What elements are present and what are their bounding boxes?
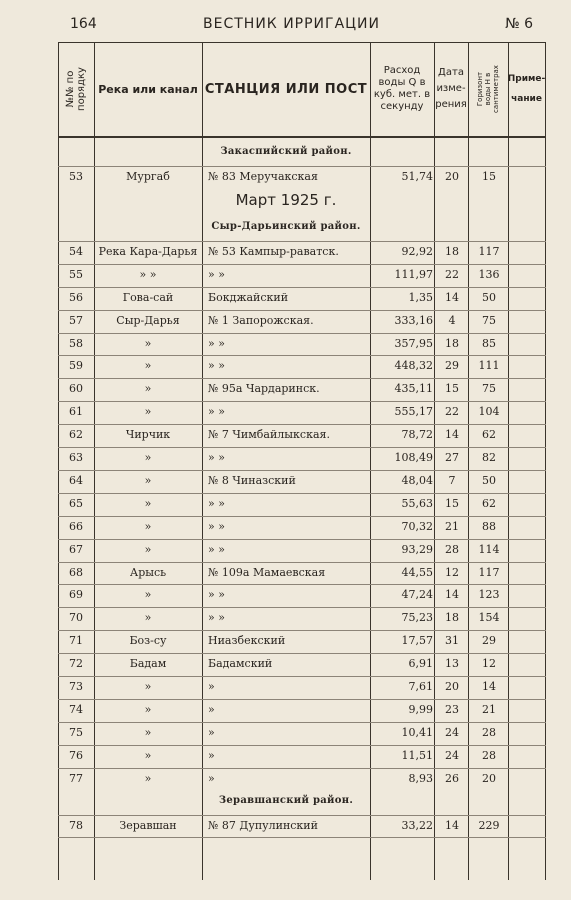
river-name: Сыр-Дарья xyxy=(116,313,180,327)
station-name: № 95а Чардаринск. xyxy=(208,382,320,396)
discharge-value: 8,93 xyxy=(408,771,433,785)
river-name: » xyxy=(144,702,152,716)
water-level: 62 xyxy=(482,496,496,510)
discharge-value: 44,55 xyxy=(401,565,433,579)
station-name: » xyxy=(208,702,215,716)
discharge-value: 357,95 xyxy=(394,336,433,350)
station-name: » » xyxy=(208,542,225,556)
table-row xyxy=(58,584,546,606)
row-number: 70 xyxy=(69,611,83,625)
discharge-value: 1,35 xyxy=(408,290,433,304)
water-level: 114 xyxy=(478,542,500,556)
river-name: » xyxy=(144,359,152,373)
river-name: » xyxy=(144,542,152,556)
row-number: 61 xyxy=(69,405,83,419)
river-name: » xyxy=(144,336,152,350)
station-name: » » xyxy=(208,267,225,281)
header-notes: Приме- чание xyxy=(507,74,546,104)
measurement-date: 7 xyxy=(448,473,456,487)
discharge-value: 11,51 xyxy=(401,748,433,762)
section-heading: Закаспийский район. xyxy=(220,146,352,157)
header-river: Река или канал xyxy=(98,82,198,96)
water-level: 82 xyxy=(482,451,496,464)
row-number: 71 xyxy=(69,634,83,648)
table-row xyxy=(58,699,546,721)
table-row xyxy=(58,539,546,561)
discharge-value: 51,74 xyxy=(401,170,433,183)
measurement-date: 24 xyxy=(445,725,459,739)
water-level: 28 xyxy=(482,748,496,762)
discharge-value: 48,04 xyxy=(401,473,433,487)
river-name: Зеравшан xyxy=(119,818,177,832)
row-number: 73 xyxy=(69,680,83,693)
table-row xyxy=(58,470,546,492)
discharge-value: 6,91 xyxy=(408,657,433,671)
table-row xyxy=(58,378,546,400)
station-name: » » xyxy=(208,588,225,602)
water-level: 14 xyxy=(482,680,496,693)
river-name: » xyxy=(144,748,152,762)
measurement-date: 22 xyxy=(445,405,459,419)
discharge-value: 70,32 xyxy=(401,519,433,533)
station-name: » » xyxy=(208,405,225,419)
table-row xyxy=(58,630,546,652)
water-level: 136 xyxy=(478,267,500,281)
measurement-date: 20 xyxy=(445,680,459,693)
page-header xyxy=(40,16,543,40)
measurement-date: 27 xyxy=(445,451,459,464)
river-name: » xyxy=(144,496,152,510)
river-name: » xyxy=(144,588,152,602)
water-level: 123 xyxy=(478,588,500,602)
water-level: 28 xyxy=(482,725,496,739)
discharge-value: 75,23 xyxy=(401,611,433,625)
river-name: Боз-су xyxy=(129,634,167,648)
section-heading: Сыр-Дарьинский район. xyxy=(211,220,361,232)
river-name: » xyxy=(144,405,152,419)
water-level: 117 xyxy=(478,565,500,579)
station-name: » » xyxy=(208,496,225,510)
station-name: № 7 Чимбайлыкская. xyxy=(208,428,330,442)
measurement-date: 31 xyxy=(445,634,459,648)
table-row xyxy=(58,447,546,469)
row-number: 66 xyxy=(69,519,83,533)
table-row xyxy=(58,768,546,790)
row-number: 57 xyxy=(69,313,83,327)
table-row xyxy=(58,676,546,698)
table-row xyxy=(58,493,546,515)
row-number: 56 xyxy=(69,290,83,304)
row-number: 75 xyxy=(69,725,83,739)
water-level: 154 xyxy=(478,611,500,625)
measurement-date: 29 xyxy=(445,359,459,373)
station-name: Бокджайский xyxy=(208,290,289,304)
table-row xyxy=(58,355,546,377)
discharge-value: 78,72 xyxy=(401,428,433,442)
discharge-value: 47,24 xyxy=(401,588,433,602)
discharge-value: 9,99 xyxy=(408,702,433,716)
row-number: 76 xyxy=(69,748,83,762)
station-name: » xyxy=(208,680,215,693)
station-name: Бадамский xyxy=(208,657,273,671)
row-number: 74 xyxy=(69,702,83,716)
discharge-value: 10,41 xyxy=(401,725,433,739)
measurement-date: 15 xyxy=(445,496,459,510)
header-station: СТАНЦИЯ ИЛИ ПОСТ xyxy=(204,81,368,97)
water-level: 111 xyxy=(478,359,500,373)
discharge-value: 33,22 xyxy=(401,818,433,832)
water-level: 104 xyxy=(478,405,500,419)
hydro-table xyxy=(58,42,546,880)
discharge-value: 7,61 xyxy=(408,680,433,693)
water-level: 88 xyxy=(482,519,496,533)
header-num: №№ по порядку xyxy=(65,67,88,111)
measurement-date: 22 xyxy=(445,267,459,281)
row-rule xyxy=(58,837,546,838)
header-rule xyxy=(58,136,546,138)
measurement-date: 28 xyxy=(445,542,459,556)
row-number: 55 xyxy=(69,267,83,281)
row-number: 64 xyxy=(69,473,83,487)
measurement-date: 18 xyxy=(445,611,459,625)
row-number: 78 xyxy=(69,818,83,832)
measurement-date: 20 xyxy=(445,170,459,183)
page-number: 164 xyxy=(70,16,97,32)
journal-title: ВЕСТНИК ИРРИГАЦИИ xyxy=(203,16,380,32)
measurement-date: 23 xyxy=(445,702,459,716)
water-level: 117 xyxy=(478,244,500,258)
river-name: Река Кара-Дарья xyxy=(98,244,198,258)
river-name: » xyxy=(144,473,152,487)
water-level: 75 xyxy=(482,313,496,327)
table-row xyxy=(58,401,546,423)
row-number: 72 xyxy=(69,657,83,671)
river-name: Мургаб xyxy=(126,170,170,183)
water-level: 20 xyxy=(482,771,496,785)
row-number: 69 xyxy=(69,588,83,602)
table-row xyxy=(58,310,546,332)
discharge-value: 55,63 xyxy=(401,496,433,510)
row-number: 68 xyxy=(69,565,83,579)
water-level: 21 xyxy=(482,702,496,716)
table-row xyxy=(58,745,546,767)
row-number: 65 xyxy=(69,496,83,510)
measurement-date: 15 xyxy=(445,382,459,396)
discharge-value: 92,92 xyxy=(401,244,433,258)
station-name: № 1 Запорожская. xyxy=(208,313,314,327)
station-name: № 53 Кампыр-раватск. xyxy=(208,244,339,258)
measurement-date: 13 xyxy=(445,657,459,671)
row-number: 54 xyxy=(69,244,83,258)
river-name: Бадам xyxy=(129,657,167,671)
water-level: 29 xyxy=(482,634,496,648)
station-name: » » xyxy=(208,359,225,373)
discharge-value: 435,11 xyxy=(394,382,433,396)
measurement-date: 26 xyxy=(445,771,459,785)
water-level: 75 xyxy=(482,382,496,396)
water-level: 229 xyxy=(478,818,500,832)
station-name: № 8 Чиназский xyxy=(208,473,296,487)
river-name: Арысь xyxy=(129,565,167,579)
discharge-value: 111,97 xyxy=(394,267,433,281)
measurement-date: 14 xyxy=(445,428,459,442)
measurement-date: 14 xyxy=(445,290,459,304)
table-row xyxy=(58,166,546,188)
row-number: 77 xyxy=(69,771,83,785)
section-heading: Зеравшанский район. xyxy=(218,794,354,806)
measurement-date: 24 xyxy=(445,748,459,762)
water-level: 15 xyxy=(482,170,496,183)
row-number: 67 xyxy=(69,542,83,556)
measurement-date: 4 xyxy=(448,313,456,327)
station-name: » » xyxy=(208,451,225,464)
table-row xyxy=(58,607,546,629)
discharge-value: 333,16 xyxy=(394,313,433,327)
table-row xyxy=(58,424,546,446)
station-name: № 109а Мамаевская xyxy=(208,565,326,579)
river-name: » xyxy=(144,771,152,785)
water-level: 12 xyxy=(482,657,496,671)
station-name: Ниазбекский xyxy=(208,634,286,648)
table-row xyxy=(58,653,546,675)
header-discharge: Расход воды Q в куб. мет. в секунду xyxy=(373,65,431,112)
measurement-date: 21 xyxy=(445,519,459,533)
river-name: Чирчик xyxy=(125,428,171,442)
river-name: » xyxy=(144,382,152,396)
row-number: 53 xyxy=(69,170,83,183)
discharge-value: 108,49 xyxy=(394,451,433,464)
river-name: » xyxy=(144,519,152,533)
table-row xyxy=(58,241,546,263)
station-name: № 83 Меручакская xyxy=(208,170,318,183)
river-name: Гова-сай xyxy=(122,290,174,304)
water-level: 62 xyxy=(482,428,496,442)
station-name: » » xyxy=(208,611,225,625)
river-name: » xyxy=(144,725,152,739)
table-row xyxy=(58,815,546,837)
row-number: 59 xyxy=(69,359,83,373)
river-name: » xyxy=(144,611,152,625)
measurement-date: 14 xyxy=(445,818,459,832)
measurement-date: 12 xyxy=(445,565,459,579)
discharge-value: 555,17 xyxy=(394,405,433,419)
river-name: » xyxy=(144,451,152,464)
issue-number: № 6 xyxy=(505,16,533,32)
table-row xyxy=(58,264,546,286)
table-row xyxy=(58,287,546,309)
row-number: 60 xyxy=(69,382,83,396)
station-name: » xyxy=(208,771,215,785)
station-name: » » xyxy=(208,519,225,533)
station-name: » » xyxy=(208,336,225,350)
header-date: Дата изме- рения xyxy=(435,67,467,110)
header-horizon: Горизонт воды H в сантиметрах xyxy=(476,65,500,113)
station-name: » xyxy=(208,725,215,739)
discharge-value: 448,32 xyxy=(394,359,433,373)
discharge-value: 17,57 xyxy=(401,634,433,648)
station-name: » xyxy=(208,748,215,762)
river-name: » xyxy=(144,680,152,693)
water-level: 50 xyxy=(482,290,496,304)
station-name: № 87 Дупулинский xyxy=(208,818,318,832)
water-level: 85 xyxy=(482,336,496,350)
table-row xyxy=(58,516,546,538)
period-subtitle: Март 1925 г. xyxy=(235,190,337,209)
measurement-date: 18 xyxy=(445,244,459,258)
river-name: » » xyxy=(139,267,157,281)
table-row xyxy=(58,333,546,355)
table-row xyxy=(58,722,546,744)
row-number: 58 xyxy=(69,336,83,350)
row-number: 63 xyxy=(69,451,83,464)
discharge-value: 93,29 xyxy=(401,542,433,556)
water-level: 50 xyxy=(482,473,496,487)
table-row xyxy=(58,562,546,584)
measurement-date: 18 xyxy=(445,336,459,350)
row-number: 62 xyxy=(69,428,83,442)
measurement-date: 14 xyxy=(445,588,459,602)
